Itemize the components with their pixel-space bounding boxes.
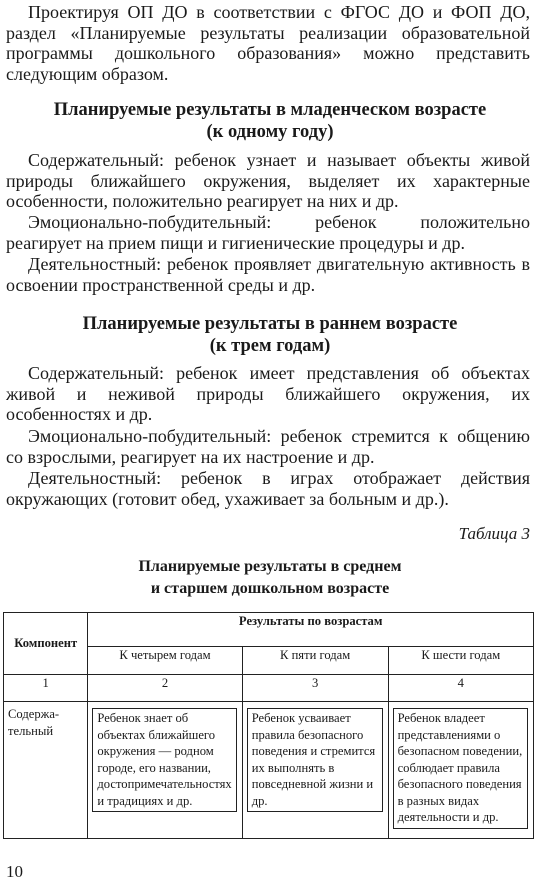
heading-line: Планируемые результаты в младенческом возрасте xyxy=(53,100,487,120)
column-number: 3 xyxy=(242,675,388,702)
result-text: Ребенок усваивает правила безопасного поведения и стремится их выполнять в повседневной жизни и др. xyxy=(247,708,383,812)
paragraph-content: Содержательный: ребенок узнает и называет объекты живой природы ближайшего окружения, выделяет их характерные особенности, положительно реагирует на них и др. xyxy=(6,150,530,211)
intro-paragraph: Проектируя ОП ДО в соответствии с ФГОС ДО и ФОП ДО, раздел «Планируемые результаты реализации образовательной программы дошкольного образования» можно представить следующим образом. xyxy=(6,2,530,84)
table-number-row xyxy=(4,675,534,702)
header-age-5: К пяти годам xyxy=(242,647,388,675)
result-cell-age-4 xyxy=(88,702,242,839)
table-title xyxy=(0,556,540,600)
paragraph-emotional: Эмоционально-побудительный: ребенок стремится к общению со взрослыми, реагирует на их настроение и др. xyxy=(6,426,530,467)
column-number: 1 xyxy=(4,675,88,702)
component-cell: Содержа-тельный xyxy=(4,702,88,839)
header-age-6: К шести годам xyxy=(388,647,533,675)
table-row xyxy=(4,702,534,839)
paragraph-emotional: Эмоционально-побудительный: ребенок положительно реагирует на прием пищи и гигиенические процедуры и др. xyxy=(6,212,530,253)
table-header-row xyxy=(4,613,534,647)
table-title-line: Планируемые результаты в среднем xyxy=(138,558,402,575)
results-table xyxy=(3,612,534,839)
section-heading-early xyxy=(0,313,540,357)
section-heading-infancy xyxy=(0,99,540,143)
result-text: Ребенок знает об объектах ближайшего окружения — родном городе, его названии, достопримечательностях и традициях и др. xyxy=(92,708,236,812)
paragraph-activity: Деятельностный: ребенок проявляет двигательную активность в освоении пространственной среды и др. xyxy=(6,254,530,295)
header-age-4: К четырем годам xyxy=(88,647,242,675)
header-component: Компонент xyxy=(4,613,88,675)
heading-line: Планируемые результаты в раннем возрасте xyxy=(82,314,458,334)
paragraph-activity: Деятельностный: ребенок в играх отображает действия окружающих (готовит обед, ухаживает за больным и др.). xyxy=(6,468,530,509)
result-text: Ребенок владеет представлениями о безопасном поведении, соблюдает правила безопасного поведения в разных видах деятельности и др. xyxy=(393,708,528,829)
header-results: Результаты по возрастам xyxy=(88,613,534,647)
result-cell-age-6 xyxy=(388,702,533,839)
table-title-line: и старшем дошкольном возрасте xyxy=(150,580,390,597)
column-number: 2 xyxy=(88,675,242,702)
column-number: 4 xyxy=(388,675,533,702)
page-number: 10 xyxy=(6,862,23,881)
heading-line: (к одному году) xyxy=(206,122,334,142)
paragraph-content: Содержательный: ребенок имеет представления об объектах живой и неживой природы ближайшего окружения, их особенностях и др. xyxy=(6,363,530,424)
table-label: Таблица 3 xyxy=(458,524,530,543)
heading-line: (к трем годам) xyxy=(209,336,331,356)
result-cell-age-5 xyxy=(242,702,388,839)
